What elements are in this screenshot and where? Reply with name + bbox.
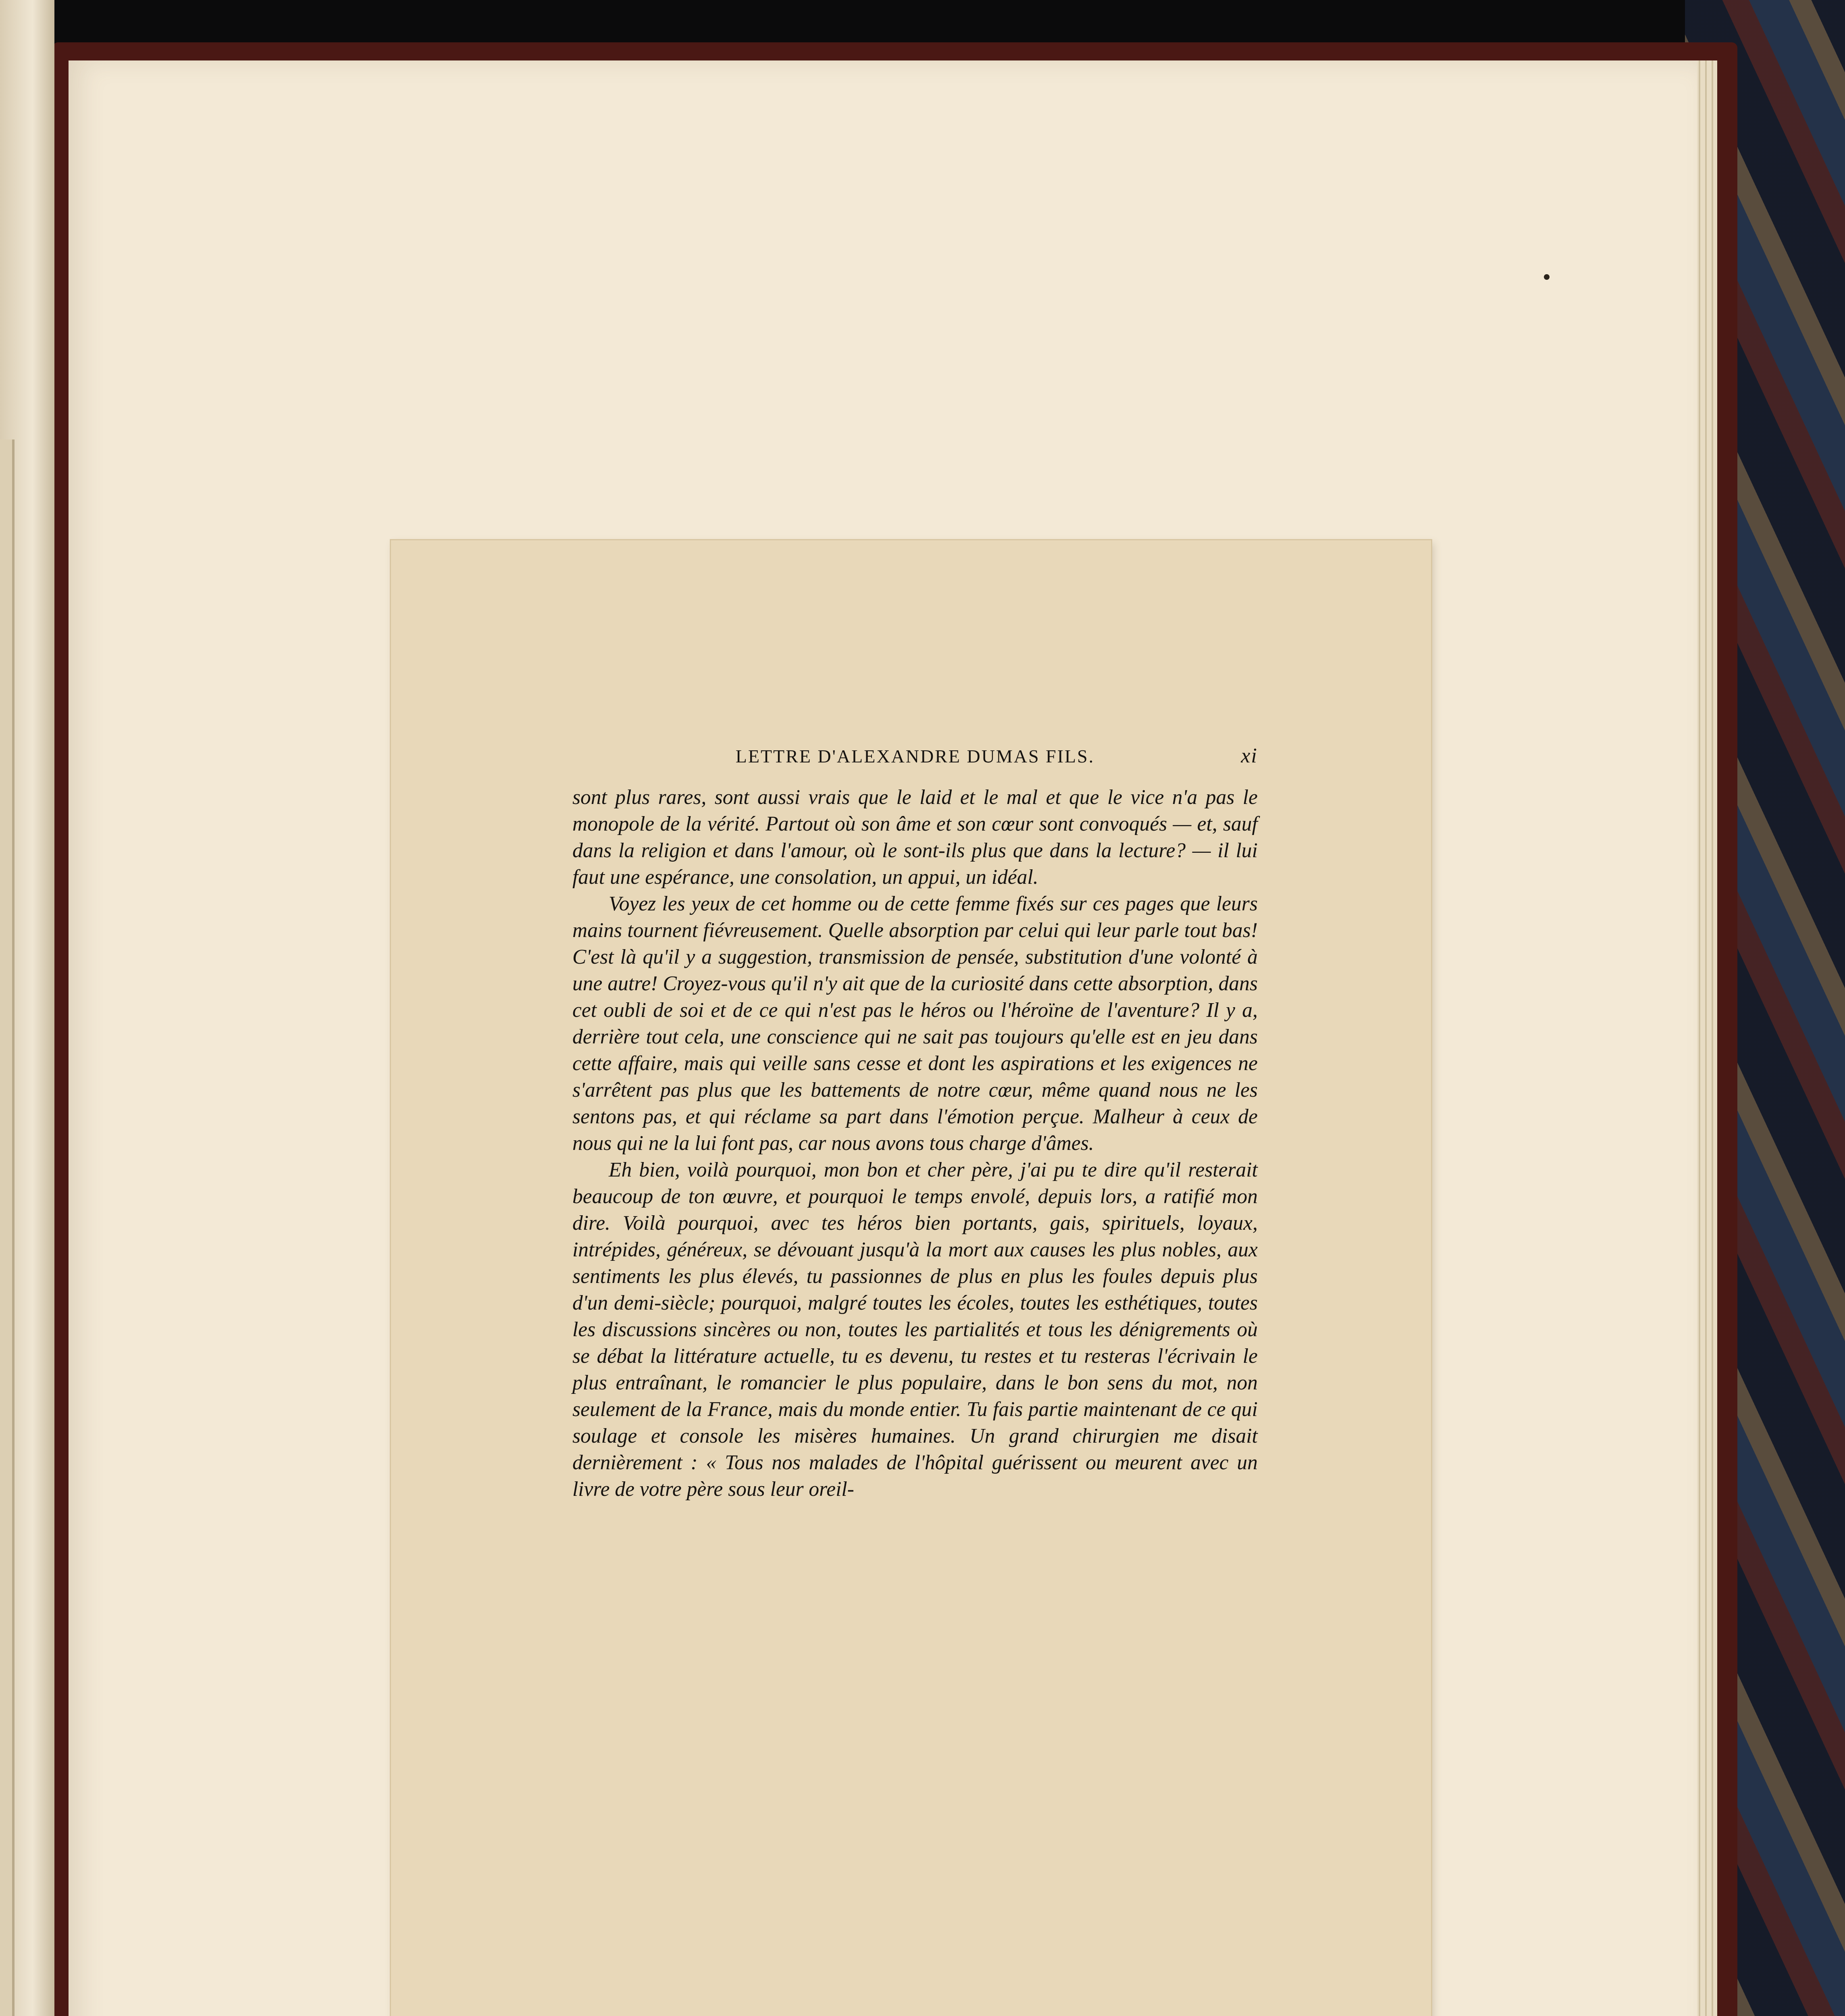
- print-text-block: [572, 736, 1258, 1945]
- mounted-print: [391, 540, 1431, 2016]
- paper-speck: [1544, 274, 1550, 280]
- body-text: [572, 784, 1258, 1503]
- running-head: [572, 736, 1258, 784]
- left-page-edge: [0, 0, 54, 2016]
- paragraph: Eh bien, voilà pourquoi, mon bon et cher père, j'ai pu te dire qu'il resterait beaucoup de ton œuvre, et pourquoi le temps envolé, depuis lors, a ratifié mon dire. Voilà pourquoi, avec tes héros bien portants, gais, spirituels, loyaux, intrépides, généreux, se dévouant jusqu'à la mort aux causes les plus nobles, aux sentiments les plus élevés, tu passionnes de plus en plus les foules depuis plus d'un demi-siècle; pourquoi, malgré toutes les écoles, toutes les esthétiques, toutes les discussions sincères ou non, toutes les partialités et tous les dénigrements où se débat la littérature actuelle, tu es devenu, tu restes et tu resteras l'écrivain le plus entraînant, le romancier le plus populaire, dans le bon sens du mot, non seulement de la France, mais du monde entier. Tu fais partie maintenant de ce qui soulage et console les misères humaines. Un grand chirurgien me disait dernièrement : « Tous nos malades de l'hôpital guérissent ou meurent avec un livre de votre père sous leur oreil-: [572, 1158, 1258, 1501]
- book-page: [69, 60, 1697, 2016]
- page-number: xi: [1241, 744, 1258, 767]
- paragraph: sont plus rares, sont aussi vrais que le laid et le mal et que le vice n'a pas le monopole de la vérité. Partout où son âme et son cœur sont convoqués — et, sauf dans la religion et dans l'amour, où le sont-ils plus que dans la lecture? — il lui faut une espérance, une consolation, un appui, un idéal.: [572, 786, 1258, 889]
- running-head-title: LETTRE D'ALEXANDRE DUMAS FILS.: [735, 746, 1095, 766]
- paragraph: Voyez les yeux de cet homme ou de cette femme fixés sur ces pages que leurs mains tournent fiévreusement. Quelle absorption par celui qui leur parle tout bas! C'est là qu'il y a suggestion, transmission de pensée, substitution d'une volonté à une autre! Croyez-vous qu'il n'y ait que de la curiosité dans cette absorption, dans cet oubli de soi et de ce qui n'est pas le héros ou l'héroïne de l'aventure? Il y a, derrière tout cela, une conscience qui ne sait pas toujours qu'elle est en jeu dans cette affaire, mais qui veille sans cesse et dont les aspirations et les exigences ne s'arrêtent pas plus que les battements de notre cœur, même quand nous ne les sentons pas, et qui réclame sa part dans l'émotion perçue. Malheur à ceux de nous qui ne la lui font pas, car nous avons tous charge d'âmes.: [572, 892, 1258, 1155]
- left-page-tab: [0, 439, 15, 2016]
